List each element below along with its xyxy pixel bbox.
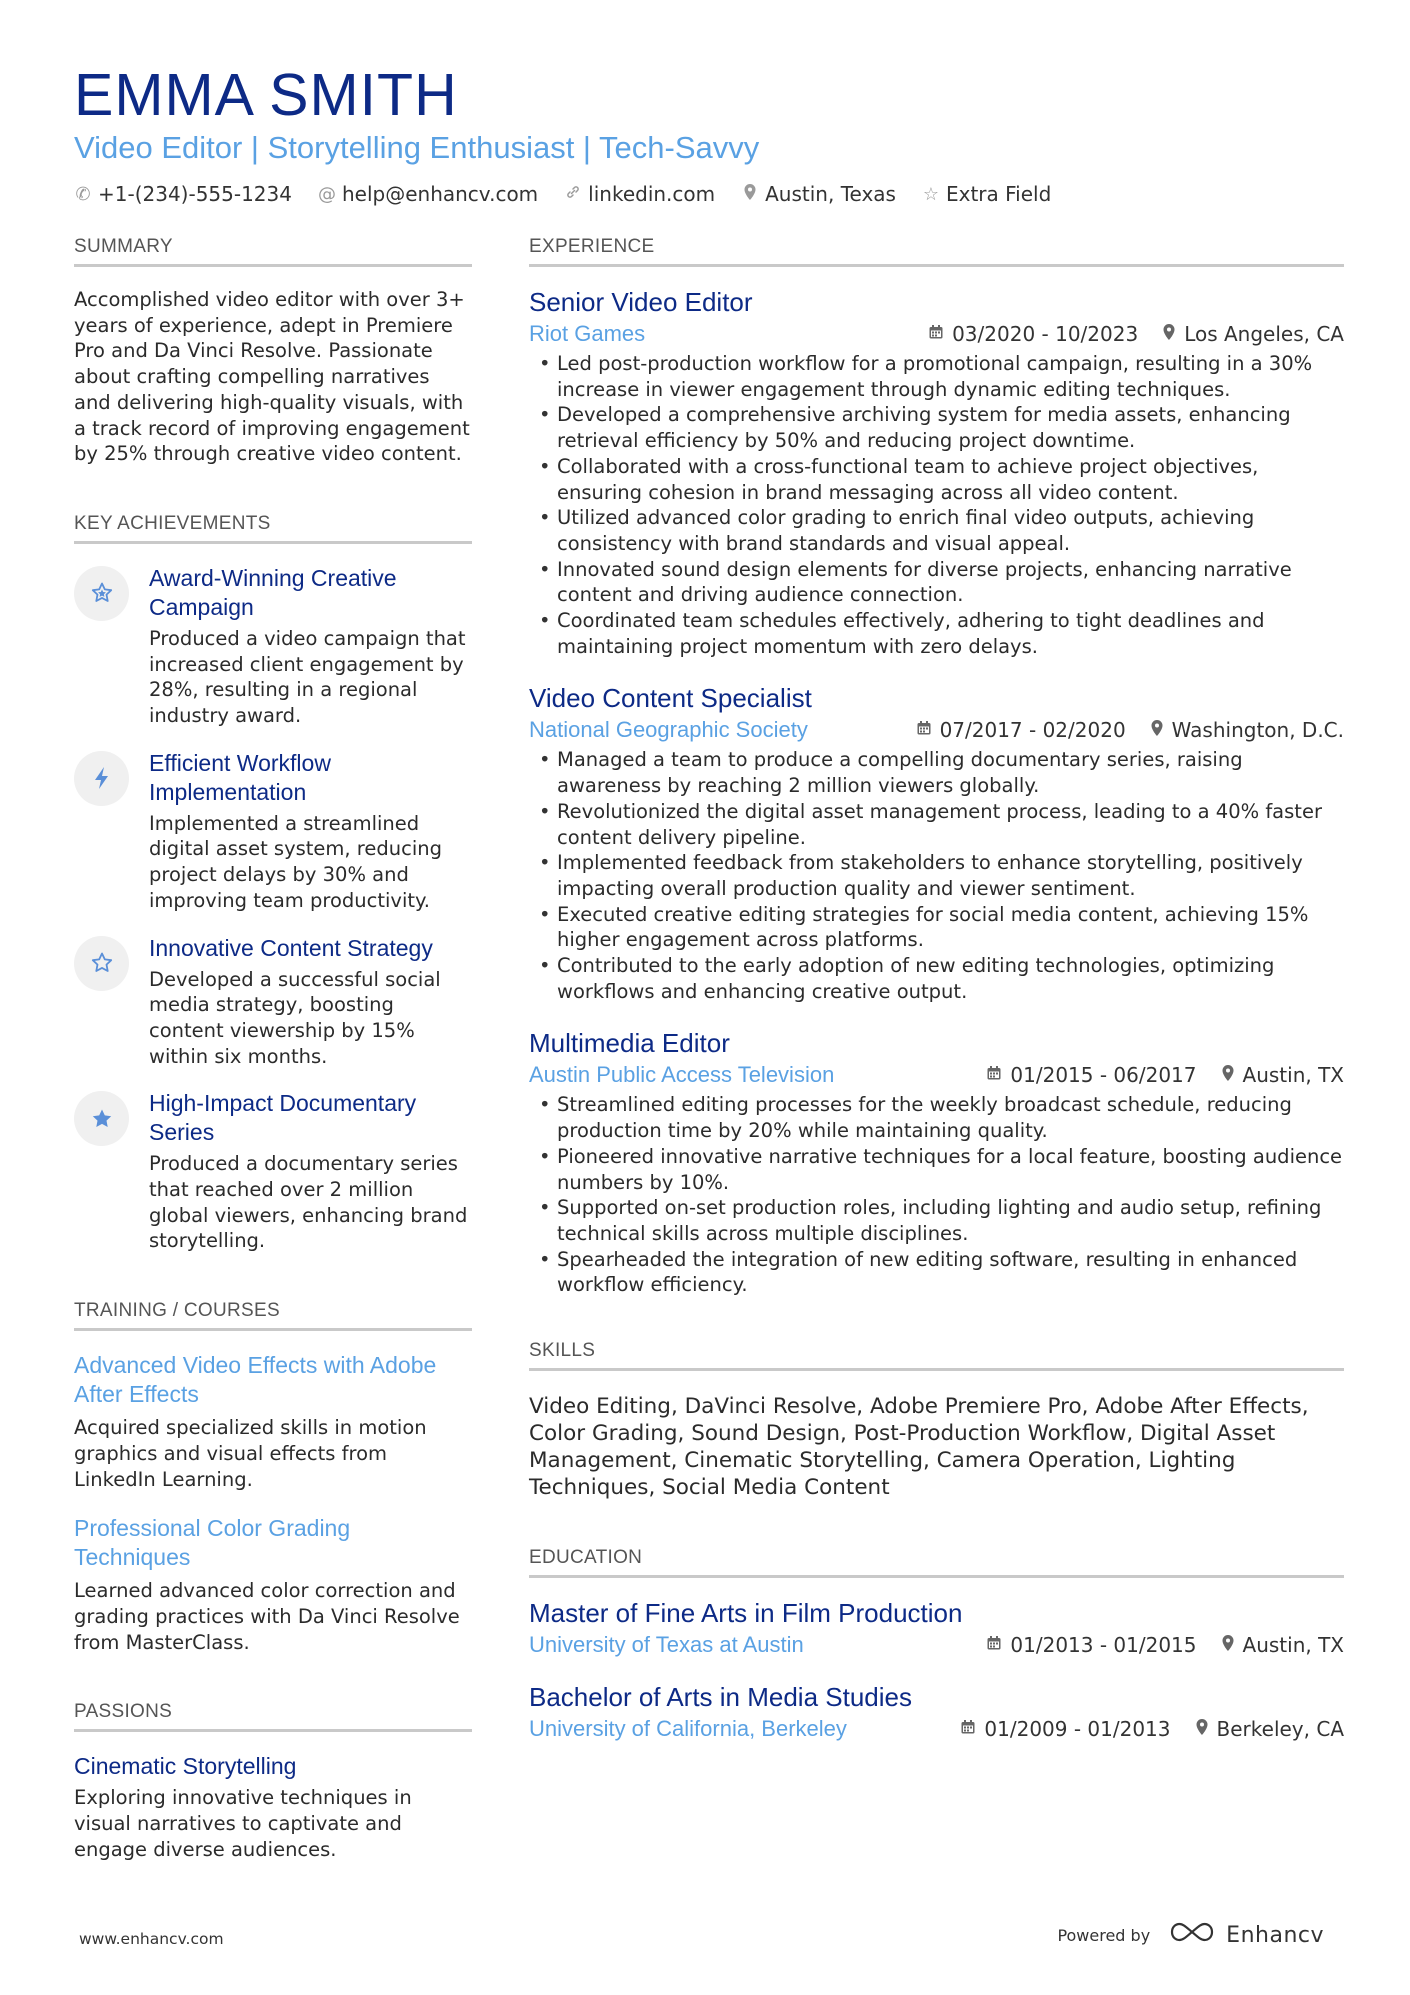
job-entry (529, 681, 1344, 1004)
job-bullet: • Led post-production workflow for a promotional campaign, resulting in a 30% increase in viewer engagement through dynamic editing techniques. (529, 351, 1344, 402)
job-bullets (529, 747, 1344, 1004)
bolt-icon (74, 751, 129, 806)
contact-linkedin[interactable] (564, 182, 715, 206)
at-icon: @ (317, 183, 336, 205)
location-icon (1195, 1718, 1209, 1741)
edu-meta (529, 1632, 1344, 1658)
job-bullet: • Innovated sound design elements for diverse projects, enhancing narrative content and driving audience connection. (529, 557, 1344, 608)
edu-dates (960, 1717, 1170, 1741)
course-title: Professional Color Grading Techniques (74, 1515, 351, 1571)
job-location (1221, 1063, 1344, 1087)
job-title: Video Content Specialist (529, 683, 812, 714)
course-item (74, 1514, 472, 1655)
edu-school: University of Texas at Austin (529, 1632, 804, 1658)
job-location-text: Los Angeles, CA (1184, 322, 1344, 346)
achievement-item (74, 564, 472, 729)
education-entry (529, 1680, 1344, 1742)
edu-location (1195, 1717, 1344, 1741)
achievement-item (74, 934, 472, 1070)
job-details (986, 1063, 1344, 1087)
job-bullet: • Executed creative editing strategies for social media content, achieving 15% higher engagement across platforms. (529, 902, 1344, 953)
edu-meta (529, 1716, 1344, 1742)
achievement-title: Innovative Content Strategy (149, 934, 433, 961)
edu-dates-text: 01/2013 - 01/2015 (1010, 1633, 1197, 1658)
footer-powered (1057, 1920, 1324, 1950)
calendar-icon (928, 324, 944, 345)
achievement-title: Efficient Workflow Implementation (149, 749, 331, 805)
course-title: Advanced Video Effects with Adobe After Effects (74, 1352, 437, 1408)
achievement-desc: Produced a documentary series that reached over 2 million global viewers, enhancing brand storytelling. (149, 1152, 468, 1253)
experience-heading: EXPERIENCE (529, 236, 1344, 267)
job-meta (529, 321, 1344, 347)
edu-details (960, 1717, 1344, 1741)
passion-title: Cinematic Storytelling (74, 1753, 297, 1780)
passions-section (74, 1701, 472, 1862)
job-bullets (529, 351, 1344, 659)
contact-email-text: help@enhancv.com (341, 182, 539, 206)
summary-text: Accomplished video editor with over 3+ years of experience, adept in Premiere Pro and Da Vinci Resolve. Passionate about crafting compelling narratives and delivering high-quality visuals, with a track record of improving engagement by 25% through creative video content. (74, 288, 470, 466)
powered-by-label: Powered by (1057, 1925, 1151, 1945)
calendar-icon (986, 1635, 1002, 1656)
edu-location-text: Berkeley, CA (1216, 1717, 1344, 1742)
job-meta (529, 717, 1344, 743)
edu-details (986, 1633, 1344, 1657)
achievement-body (149, 564, 472, 729)
job-title: Senior Video Editor (529, 287, 753, 317)
resume-header (74, 62, 1344, 206)
edu-dates-text: 01/2009 - 01/2013 (984, 1717, 1171, 1742)
contact-linkedin-text: linkedin.com (588, 182, 716, 206)
contact-bar (74, 182, 1344, 206)
left-column (74, 236, 472, 1897)
education-section (529, 1547, 1344, 1742)
candidate-name: EMMA SMITH (74, 62, 458, 128)
phone-icon: ✆ (75, 183, 91, 205)
course-desc: Acquired specialized skills in motion graphics and visual effects from LinkedIn Learning. (74, 1416, 427, 1491)
achievement-body (149, 1089, 472, 1254)
location-icon (1150, 719, 1164, 742)
footer-website[interactable]: www.enhancv.com (79, 1930, 224, 1948)
job-bullet: • Contributed to the early adoption of new editing technologies, optimizing workflows and enhancing creative output. (529, 953, 1344, 1004)
edu-location (1221, 1633, 1344, 1657)
job-title: Multimedia Editor (529, 1028, 730, 1059)
achievements-section (74, 513, 472, 1254)
skills-text: Video Editing, DaVinci Resolve, Adobe Premiere Pro, Adobe After Effects, Color Grading, Sound Design, Post-Production Workflow, Digital Asset Management, Cinematic Storytelling, Camera Operation, Lighting Techniques, Social Media Content (529, 1394, 1309, 1501)
calendar-icon (960, 1719, 976, 1740)
course-desc: Learned advanced color correction and grading practices with Da Vinci Resolve from MasterClass. (74, 1579, 460, 1654)
achievements-heading: KEY ACHIEVEMENTS (74, 513, 472, 544)
right-column (529, 236, 1344, 1776)
star-icon: ☆ (922, 183, 940, 205)
job-location (1162, 322, 1344, 346)
job-dates (916, 718, 1126, 742)
calendar-icon (916, 720, 932, 741)
contact-phone[interactable] (74, 182, 292, 206)
experience-section (529, 236, 1344, 1298)
job-bullet: • Developed a comprehensive archiving system for media assets, enhancing retrieval efficiency by 50% and reducing project downtime. (529, 402, 1344, 453)
achievement-body (149, 749, 472, 914)
contact-extra (922, 182, 1051, 206)
edu-location-text: Austin, TX (1242, 1633, 1344, 1658)
job-entry (529, 285, 1344, 659)
star-badge-icon (74, 566, 129, 621)
edu-degree: Bachelor of Arts in Media Studies (529, 1682, 912, 1713)
enhancv-logo-icon (1168, 1920, 1216, 1950)
job-bullets (529, 1092, 1344, 1298)
achievement-title: Award-Winning Creative Campaign (149, 564, 397, 620)
link-icon (564, 184, 582, 205)
achievement-desc: Produced a video campaign that increased client engagement by 28%, resulting in a regional industry award. (149, 626, 466, 728)
contact-phone-text: +1-(234)-555-1234 (98, 182, 292, 206)
candidate-title: Video Editor | Storytelling Enthusiast | Tech-Savvy (74, 130, 760, 165)
star-outline-icon (74, 936, 129, 991)
location-icon (1221, 1064, 1235, 1087)
course-item (74, 1351, 472, 1492)
passion-desc: Exploring innovative techniques in visual narratives to captivate and engage diverse audiences. (74, 1786, 412, 1861)
job-entry (529, 1026, 1344, 1298)
edu-dates (986, 1633, 1196, 1657)
contact-location-text: Austin, Texas (765, 182, 896, 206)
summary-heading: SUMMARY (74, 236, 472, 267)
calendar-icon (986, 1065, 1002, 1086)
training-heading: TRAINING / COURSES (74, 1300, 472, 1331)
job-location-text: Washington, D.C. (1171, 718, 1344, 743)
achievement-item (74, 1089, 472, 1254)
job-dates-text: 03/2020 - 10/2023 (952, 322, 1139, 346)
job-location (1150, 718, 1344, 742)
job-dates-text: 07/2017 - 02/2020 (939, 718, 1126, 743)
achievement-title: High-Impact Documentary Series (149, 1090, 417, 1146)
passions-heading: PASSIONS (74, 1701, 472, 1732)
job-bullet: • Implemented feedback from stakeholders to enhance storytelling, positively impacting overall production quality and viewer sentiment. (529, 850, 1344, 901)
job-bullet: • Coordinated team schedules effectively, adhering to tight deadlines and maintaining project momentum with zero delays. (529, 608, 1344, 659)
achievement-body (149, 934, 472, 1070)
job-meta (529, 1062, 1344, 1088)
achievement-desc: Implemented a streamlined digital asset system, reducing project delays by 30% and improving team productivity. (149, 811, 443, 912)
edu-school: University of California, Berkeley (529, 1716, 847, 1742)
job-bullet: • Collaborated with a cross-functional team to achieve project objectives, ensuring cohesion in brand messaging across all video content. (529, 454, 1344, 505)
enhancv-logo-text: Enhancv (1226, 1922, 1324, 1948)
skills-section (529, 1340, 1344, 1501)
job-bullet: • Streamlined editing processes for the weekly broadcast schedule, reducing production time by 20% while maintaining quality. (529, 1092, 1344, 1143)
job-bullet: • Pioneered innovative narrative techniques for a local feature, boosting audience numbers by 10%. (529, 1144, 1344, 1195)
job-details (928, 322, 1344, 346)
location-icon (1162, 323, 1176, 346)
education-heading: EDUCATION (529, 1547, 1344, 1578)
job-bullet: • Spearheaded the integration of new editing software, resulting in enhanced workflow efficiency. (529, 1247, 1344, 1298)
job-dates-text: 01/2015 - 06/2017 (1010, 1063, 1197, 1088)
job-company: Austin Public Access Television (529, 1062, 835, 1088)
achievement-desc: Developed a successful social media strategy, boosting content viewership by 15% within six months. (149, 967, 441, 1068)
location-icon (741, 183, 759, 206)
job-details (916, 718, 1344, 742)
job-company: Riot Games (529, 321, 646, 346)
achievement-item (74, 749, 472, 914)
job-dates (986, 1063, 1196, 1087)
job-bullet: • Managed a team to produce a compelling documentary series, raising awareness by reaching 2 million viewers globally. (529, 747, 1344, 798)
summary-section (74, 236, 472, 467)
star-filled-icon (74, 1091, 129, 1146)
enhancv-logo[interactable] (1168, 1920, 1324, 1950)
job-bullet: • Supported on-set production roles, including lighting and audio setup, refining technical skills across multiple disciplines. (529, 1195, 1344, 1246)
job-location-text: Austin, TX (1242, 1063, 1344, 1088)
job-bullet: • Revolutionized the digital asset management process, leading to a 40% faster content delivery pipeline. (529, 799, 1344, 850)
contact-location (741, 182, 896, 206)
contact-email[interactable] (318, 182, 538, 206)
job-bullet: • Utilized advanced color grading to enrich final video outputs, achieving consistency with brand standards and visual appeal. (529, 505, 1344, 556)
job-company: National Geographic Society (529, 717, 808, 743)
contact-extra-text: Extra Field (945, 182, 1052, 206)
edu-degree: Master of Fine Arts in Film Production (529, 1598, 963, 1629)
location-icon (1221, 1634, 1235, 1657)
skills-heading: SKILLS (529, 1340, 1344, 1371)
training-section (74, 1300, 472, 1655)
education-entry (529, 1596, 1344, 1658)
job-dates (928, 322, 1138, 346)
